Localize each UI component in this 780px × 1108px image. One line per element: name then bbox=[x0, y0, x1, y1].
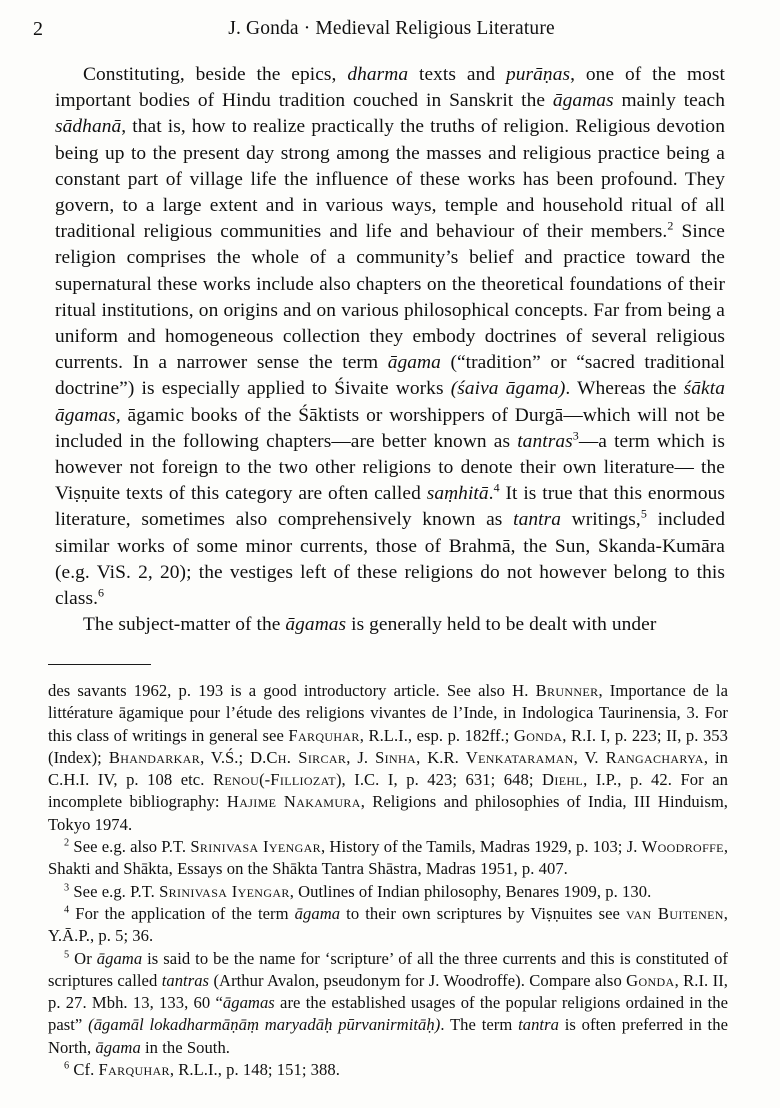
body-text-column bbox=[55, 62, 725, 638]
body-paragraph: Constituting, beside the epics, dharma texts and purāṇas, one of the most important bodies of Hindu tradition couched in Sanskrit the āgamas mainly teach sādhanā, that is, how to realize practically the truths of religion. Religious devotion being up to the present day strong among the masses and religious practice being a constant part of village life the influence of these works has been profound. They govern, to a large extent and in various ways, temple and household ritual of all traditional religious communities and life and behaviour of their members.$^2$ Since religion comprises the whole of a community’s belief and practice toward the supernatural these works include also chapters on the theoretical foundations of their ritual institutions, on origins and on various philosophical concepts. Far from being a uniform and homogeneous collection they embody doctrines of several religious currents. In a narrower sense the term āgama (“tradition” or “sacred traditional doctrine”) is especially applied to Śivaite works (śaiva āgama). Whereas the śākta āgamas, āgamic books of the Śāktists or worshippers of Durgā—which will not be included in the following chapters—are better known as tantras$^3$—a term which is however not foreign to the two other religions to denote their own literature— the Viṣṇuite texts of this category are often called saṃhitā.$^4$ It is true that this enormous literature, sometimes also comprehensively known as tantra writings,$^5$ included similar works of some minor currents, those of Brahmā, the Sun, Skanda-Kumāra (e.g. ViS. 2, 20); the vestiges left of these religions do not however belong to this class.$^6$ bbox=[55, 64, 725, 610]
page-number: 2 bbox=[33, 18, 43, 40]
footnote-entry: $^5$ Or āgama is said to be the name for ‘scripture’ of all the three currents and this is constituted of scriptures called tantras (Arthur Avalon, pseudonym for J. Woodroffe). Compare also Gonda, R.I. II, p. 27. Mbh. 13, 133, 60 “āgamas are the established usages of the popular religions ordained in the past” (āgamāl lokadharmāṇāṃ maryadāḥ pūrvanirmitāḥ). The term tantra is often preferred in the North, āgama in the South. bbox=[48, 948, 728, 1057]
footnote-entry: $^4$ For the application of the term āgama to their own scriptures by Viṣṇuites see van Buitenen, Y.Ā.P., p. 5; 36. bbox=[48, 903, 728, 946]
footnote-entry: des savants 1962, p. 193 is a good introductory article. See also H. Brunner, Importance de la littérature āgamique pour l’étude des religions vivantes de l’Inde, in Indologica Taurinensia, 3. For this class of writings in general see Farquhar, R.L.I., esp. p. 182ff.; Gonda, R.I. I, p. 223; II, p. 353 (Index); Bhandarkar, V.Ś.; D.Ch. Sircar, J. Sinha, K.R. Venkataraman, V. Rangacharya, in C.H.I. IV, p. 108 etc. Renou(-Filliozat), I.C. I, p. 423; 631; 648; Diehl, I.P., p. 42. For an incomplete bibliography: Hajime Nakamura, Religions and philosophies of India, III Hinduism, Tokyo 1974. bbox=[48, 681, 729, 834]
body-paragraph: The subject-matter of the āgamas is generally held to be dealt with under bbox=[83, 614, 657, 636]
footnote-block bbox=[48, 680, 728, 1081]
footnote-entry: $^2$ See e.g. also P.T. Srinivasa Iyengar, History of the Tamils, Madras 1929, p. 103; J. Woodroffe, Shakti and Shākta, Essays on the Shākta Tantra Shāstra, Madras 1951, p. 407. bbox=[48, 837, 729, 879]
footnote-separator-rule bbox=[48, 664, 151, 665]
footnote-entry: $^3$ See e.g. P.T. Srinivasa Iyengar, Outlines of Indian philosophy, Benares 1909, p. 130. bbox=[64, 881, 652, 901]
running-head-title: J. Gonda · Medieval Religious Literature bbox=[228, 18, 555, 39]
footnote-entry: $^6$ Cf. Farquhar, R.L.I., p. 148; 151; 388. bbox=[64, 1060, 340, 1080]
running-head bbox=[33, 16, 732, 42]
